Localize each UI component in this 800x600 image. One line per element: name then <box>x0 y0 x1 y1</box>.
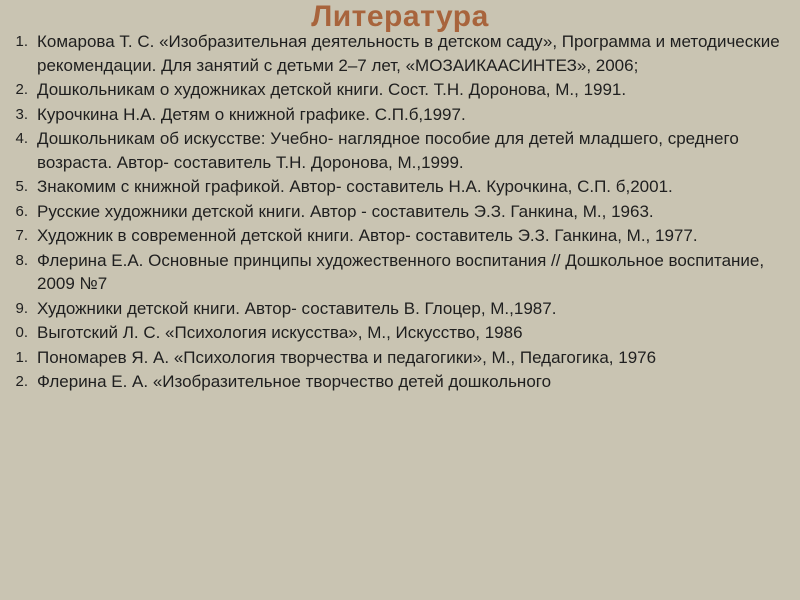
reference-item <box>0 249 800 296</box>
reference-number: 0. <box>15 324 28 341</box>
reference-number: 8. <box>15 251 28 269</box>
reference-item <box>0 78 800 102</box>
reference-item <box>0 200 800 224</box>
reference-text: Художник в современной детской книги. Автор- составитель Э.З. Ганкина, М., 1977. <box>37 226 698 245</box>
reference-text: Знакомим с книжной графикой. Автор- составитель Н.А. Курочкина, С.П. б,2001. <box>37 177 673 196</box>
reference-text: Дошкольникам об искусстве: Учебно- наглядное пособие для детей младшего, среднего возраста. Автор- составитель Т.Н. Доронова, М.,1999. <box>37 129 739 172</box>
reference-number: 1. <box>15 33 28 50</box>
reference-item <box>0 30 800 77</box>
reference-number: 4. <box>15 130 28 147</box>
reference-number: 5. <box>15 178 28 195</box>
reference-text: Комарова Т. С. «Изобразительная деятельность в детском саду», Программа и методические рекомендации. Для занятий с детьми 2–7 лет, «МОЗАИКААСИНТЕЗ», 2006; <box>37 32 780 75</box>
reference-text: Пономарев Я. А. «Психология творчества и педагогики», М., Педагогика, 1976 <box>37 347 657 367</box>
reference-item <box>0 346 800 370</box>
reference-text: Курочкина Н.А. Детям о книжной графике. С.П.б,1997. <box>37 104 466 124</box>
reference-number: 7. <box>15 227 28 244</box>
reference-number: 2. <box>15 373 28 390</box>
reference-number: 9. <box>15 299 28 317</box>
reference-number: 1. <box>15 348 28 366</box>
reference-item <box>0 297 800 321</box>
reference-text: Выготский Л. С. «Психология искусства», М., Искусство, 1986 <box>37 323 523 342</box>
reference-item <box>0 175 800 199</box>
reference-text: Русские художники детской книги. Автор - составитель Э.З. Ганкина, М., 1963. <box>37 201 654 221</box>
reference-number: 6. <box>15 202 28 220</box>
reference-item <box>0 370 800 394</box>
reference-item <box>0 127 800 174</box>
reference-item <box>0 321 800 345</box>
slide-title: Литература <box>311 0 489 33</box>
reference-text: Дошкольникам о художниках детской книги. Сост. Т.Н. Доронова, М., 1991. <box>37 80 627 99</box>
reference-number: 3. <box>15 105 28 123</box>
reference-text: Флерина Е.А. Основные принципы художественного воспитания // Дошкольное воспитание, 2009 №7 <box>37 250 765 293</box>
reference-item <box>0 224 800 248</box>
reference-list <box>0 30 800 395</box>
reference-text: Флерина Е. А. «Изобразительное творчество детей дошкольного <box>37 372 552 391</box>
reference-text: Художники детской книги. Автор- составитель В. Глоцер, М.,1987. <box>37 298 557 318</box>
reference-number: 2. <box>15 81 28 98</box>
reference-item <box>0 103 800 127</box>
